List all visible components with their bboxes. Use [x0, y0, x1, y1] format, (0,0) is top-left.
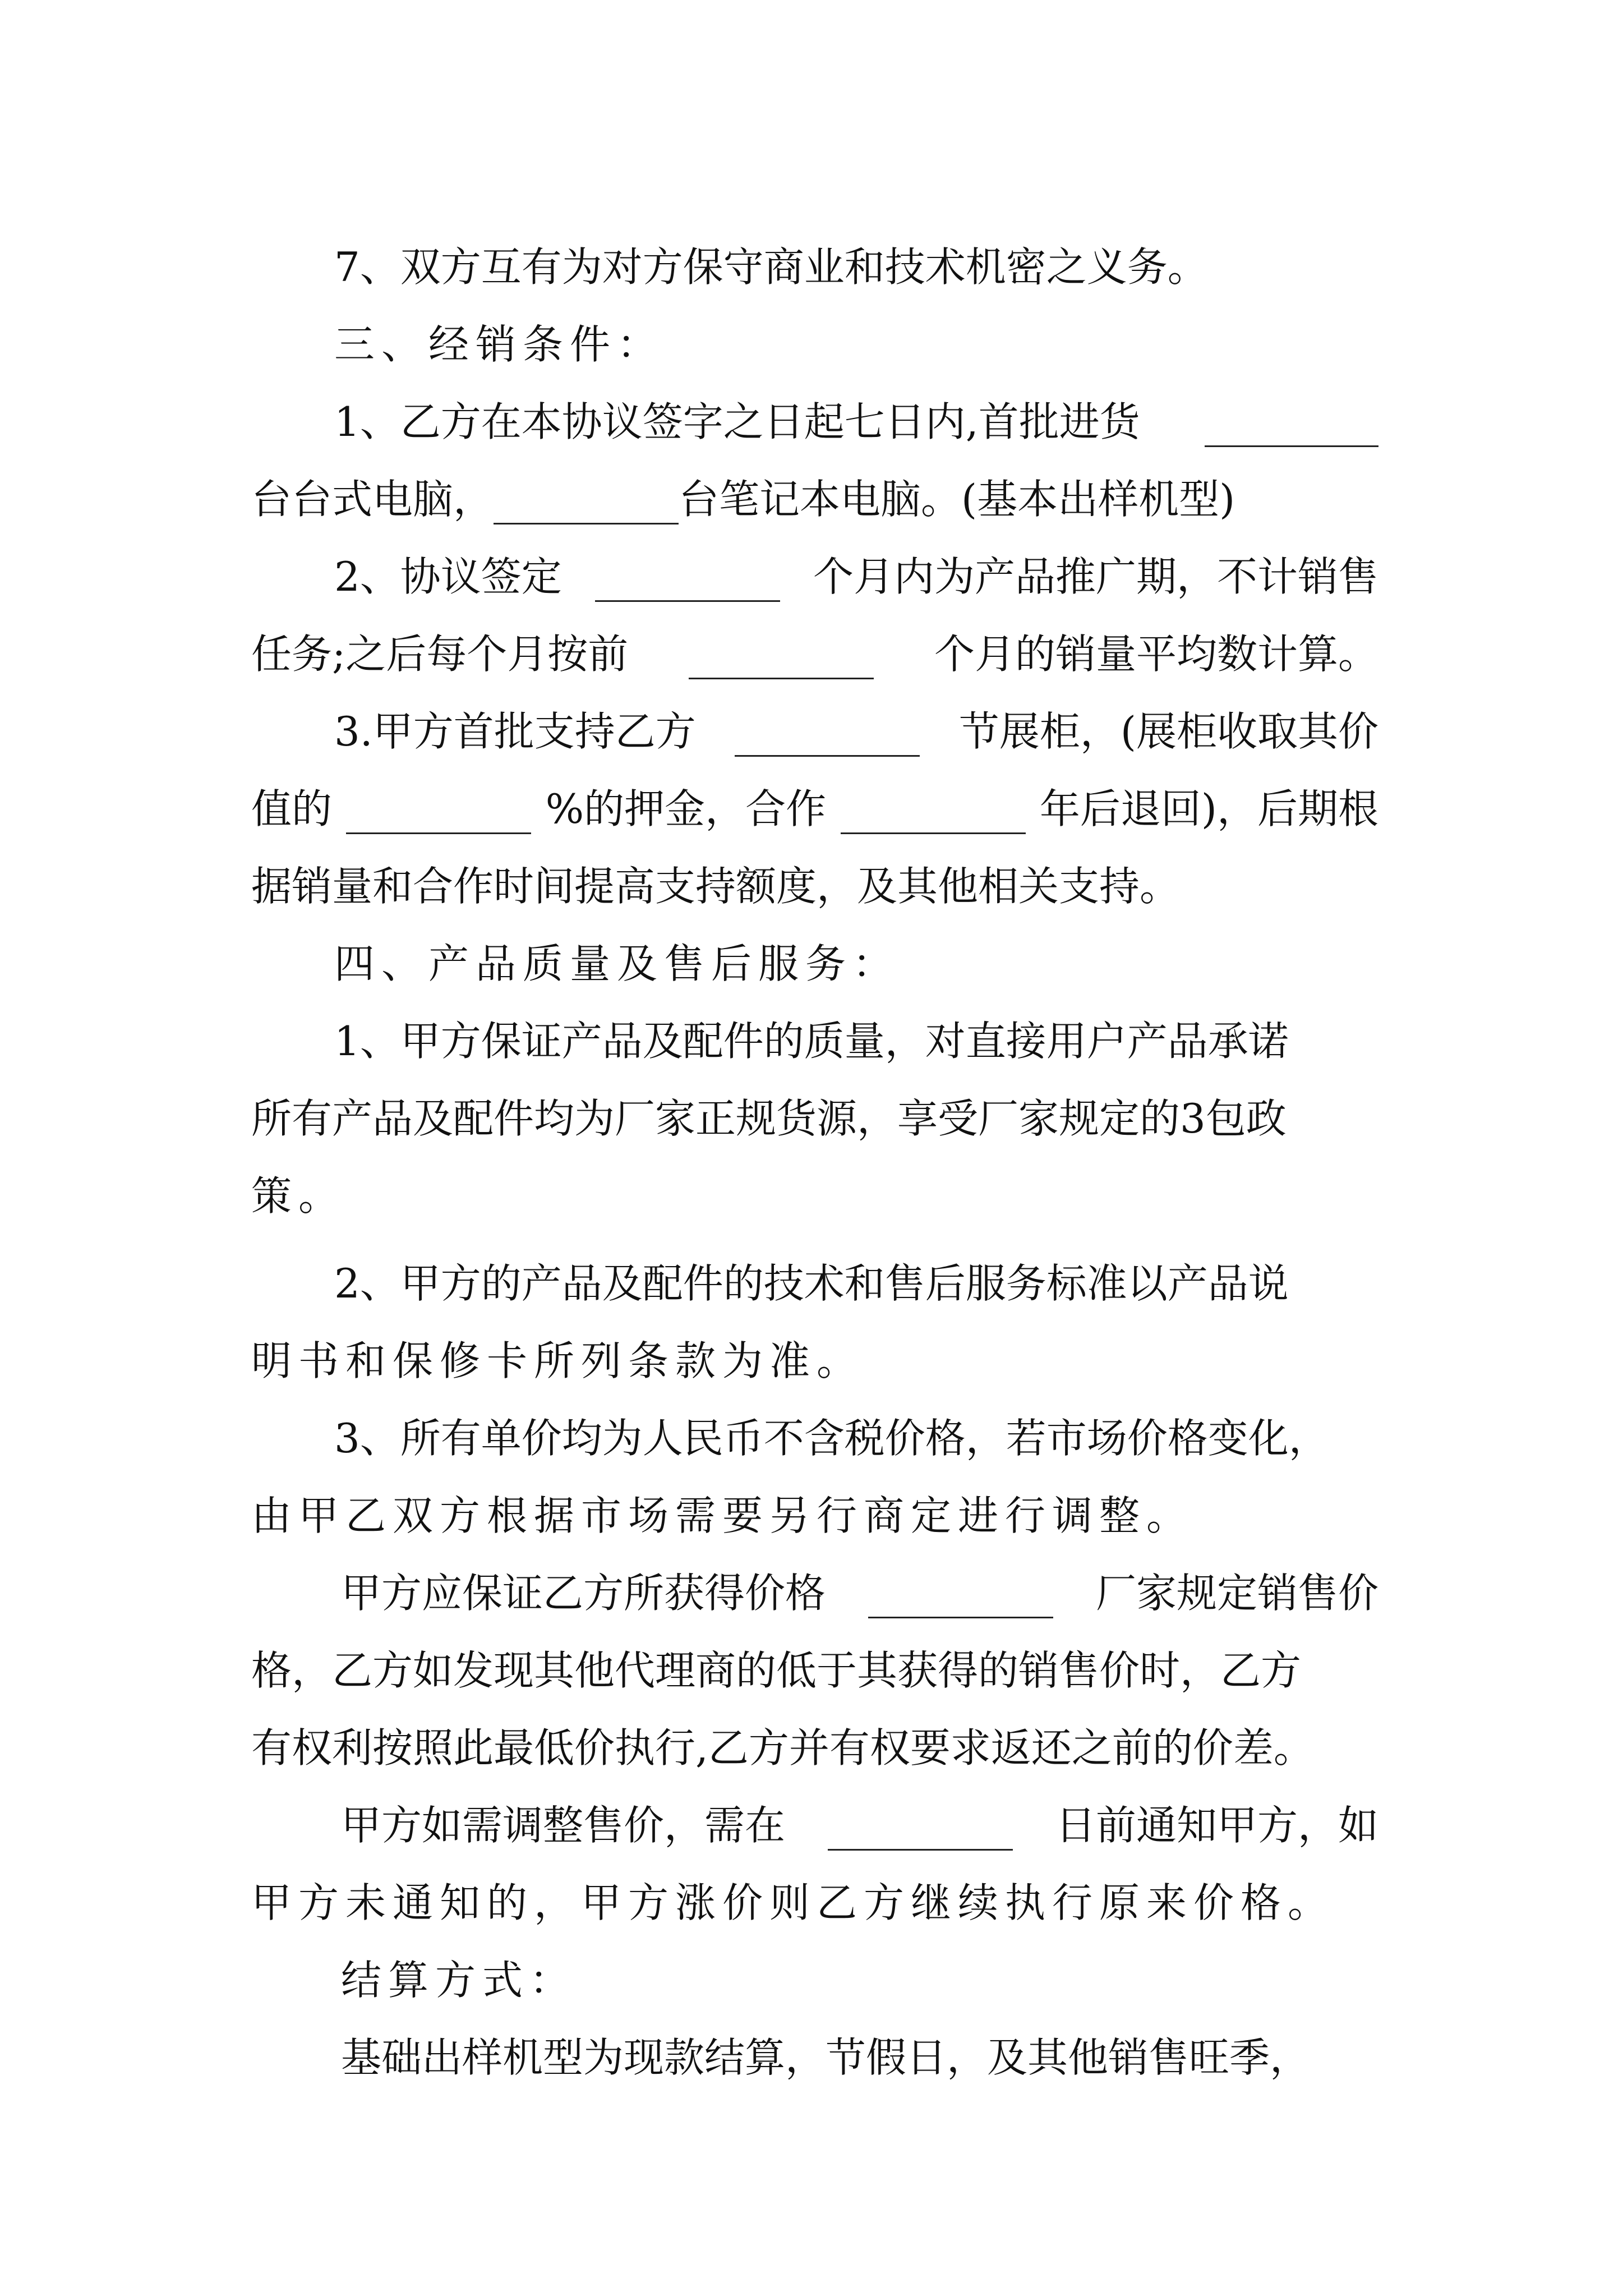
clause-4-2-line-1 [251, 1231, 1378, 1309]
clause-4-3-line-1 [251, 1386, 1378, 1464]
text-line: 7、双方互有为对方保守商业和技术机密之义务。 [334, 243, 1208, 291]
clause-7-confidentiality [251, 215, 1378, 292]
price-adjust-line-2 [251, 1851, 1378, 1928]
text-line: 甲方应保证乙方所获得价格 [341, 1570, 826, 1617]
clause-3-1-line-1 [251, 370, 1378, 447]
text-line: 基础出样机型为现款结算，节假日，及其他销售旺季， [341, 2034, 1311, 2081]
price-guarantee-line-1 [251, 1541, 1378, 1618]
text-line: 明书和保修卡所列条款为准。 [251, 1337, 864, 1384]
text-line: 个月的销量平均数计算。 [934, 631, 1378, 678]
text-line: 任务;之后每个月按前 [251, 631, 629, 678]
clause-4-1-line-1 [251, 989, 1378, 1066]
clause-3-2-line-1 [251, 524, 1378, 602]
text-line: 3、所有单价均为人民币不含税价格，若市场价格变化， [334, 1415, 1329, 1462]
text-line: 格，乙方如发现其他代理商的低于其获得的销售价时，乙方 [251, 1647, 1302, 1694]
clause-4-2-line-2 [251, 1309, 1378, 1386]
text-line: 1、甲方保证产品及配件的质量，对直接用户产品承诺 [334, 1018, 1289, 1065]
fill-blank-promo-months[interactable] [595, 567, 780, 602]
fill-blank-deposit-percent[interactable] [346, 799, 531, 834]
section-heading: 四、产品质量及售后服务： [334, 940, 900, 987]
text-line: 由甲乙双方根据市场需要另行商定进行调整。 [251, 1492, 1194, 1539]
text-line: 3.甲方首批支持乙方 [334, 708, 696, 755]
clause-3-3-line-1 [251, 679, 1378, 757]
fill-blank-laptop-qty[interactable] [494, 489, 679, 524]
fill-blank-cabinet-count[interactable] [735, 721, 920, 757]
price-guarantee-line-3 [251, 1696, 1378, 1773]
settlement-heading [251, 1928, 1378, 2005]
text-line: 甲方未通知的，甲方涨价则乙方继续执行原来价格。 [251, 1879, 1335, 1926]
text-line: 2、甲方的产品及配件的技术和售后服务标准以产品说 [334, 1260, 1289, 1307]
section-4-heading [251, 912, 1378, 989]
text-line: 个月内为产品推广期，不计销售 [813, 553, 1378, 600]
section-3-heading [251, 292, 1378, 370]
fill-blank-notice-days[interactable] [828, 1815, 1013, 1851]
text-line: 有权利按照此最低价执行,乙方并有权要求返还之前的价差。 [251, 1724, 1314, 1772]
text-line: 策。 [251, 1172, 346, 1220]
text-line: 年后退回)，后期根 [1039, 785, 1378, 832]
text-line: 节展柜，(展柜收取其价 [958, 708, 1378, 755]
text-line: 所有产品及配件均为厂家正规货源，享受厂家规定的3包政 [251, 1095, 1287, 1142]
clause-3-1-line-2 [251, 447, 1378, 524]
text-line: 1、乙方在本协议签字之日起七日内,首批进货 [334, 398, 1140, 445]
clause-4-1-line-3 [251, 1144, 1378, 1221]
section-heading: 三、经销条件： [334, 321, 665, 368]
clause-4-3-line-2 [251, 1464, 1378, 1541]
section-heading: 结算方式： [341, 1957, 577, 2004]
price-guarantee-line-2 [251, 1618, 1378, 1696]
text-line: 厂家规定销售价 [1095, 1570, 1378, 1617]
text-line: 据销量和合作时间提高支持额度，及其他相关支持。 [251, 863, 1181, 910]
clause-3-3-line-3 [251, 834, 1378, 912]
text-line: 2、协议签定 [334, 553, 562, 600]
clause-3-3-line-2 [251, 757, 1378, 834]
text-line: 台台式电脑， [251, 476, 494, 523]
text-line: 日前通知甲方，如 [1055, 1802, 1378, 1849]
text-line: 值的 [251, 785, 333, 832]
text-line: 甲方如需调整售价，需在 [341, 1802, 786, 1849]
fill-blank-avg-months[interactable] [689, 644, 874, 679]
clause-3-2-line-2 [251, 602, 1378, 679]
fill-blank-desktop-qty[interactable] [1205, 412, 1378, 447]
document-page [251, 215, 1378, 2083]
fill-blank-price-relation[interactable] [868, 1583, 1053, 1618]
settlement-line-1 [251, 2005, 1378, 2083]
price-adjust-line-1 [251, 1773, 1378, 1851]
fill-blank-refund-years[interactable] [841, 799, 1026, 834]
text-line: %的押金，合作 [545, 785, 827, 832]
clause-4-1-line-2 [251, 1066, 1378, 1144]
text-line: 台笔记本电脑。(基本出样机型) [679, 476, 1235, 523]
